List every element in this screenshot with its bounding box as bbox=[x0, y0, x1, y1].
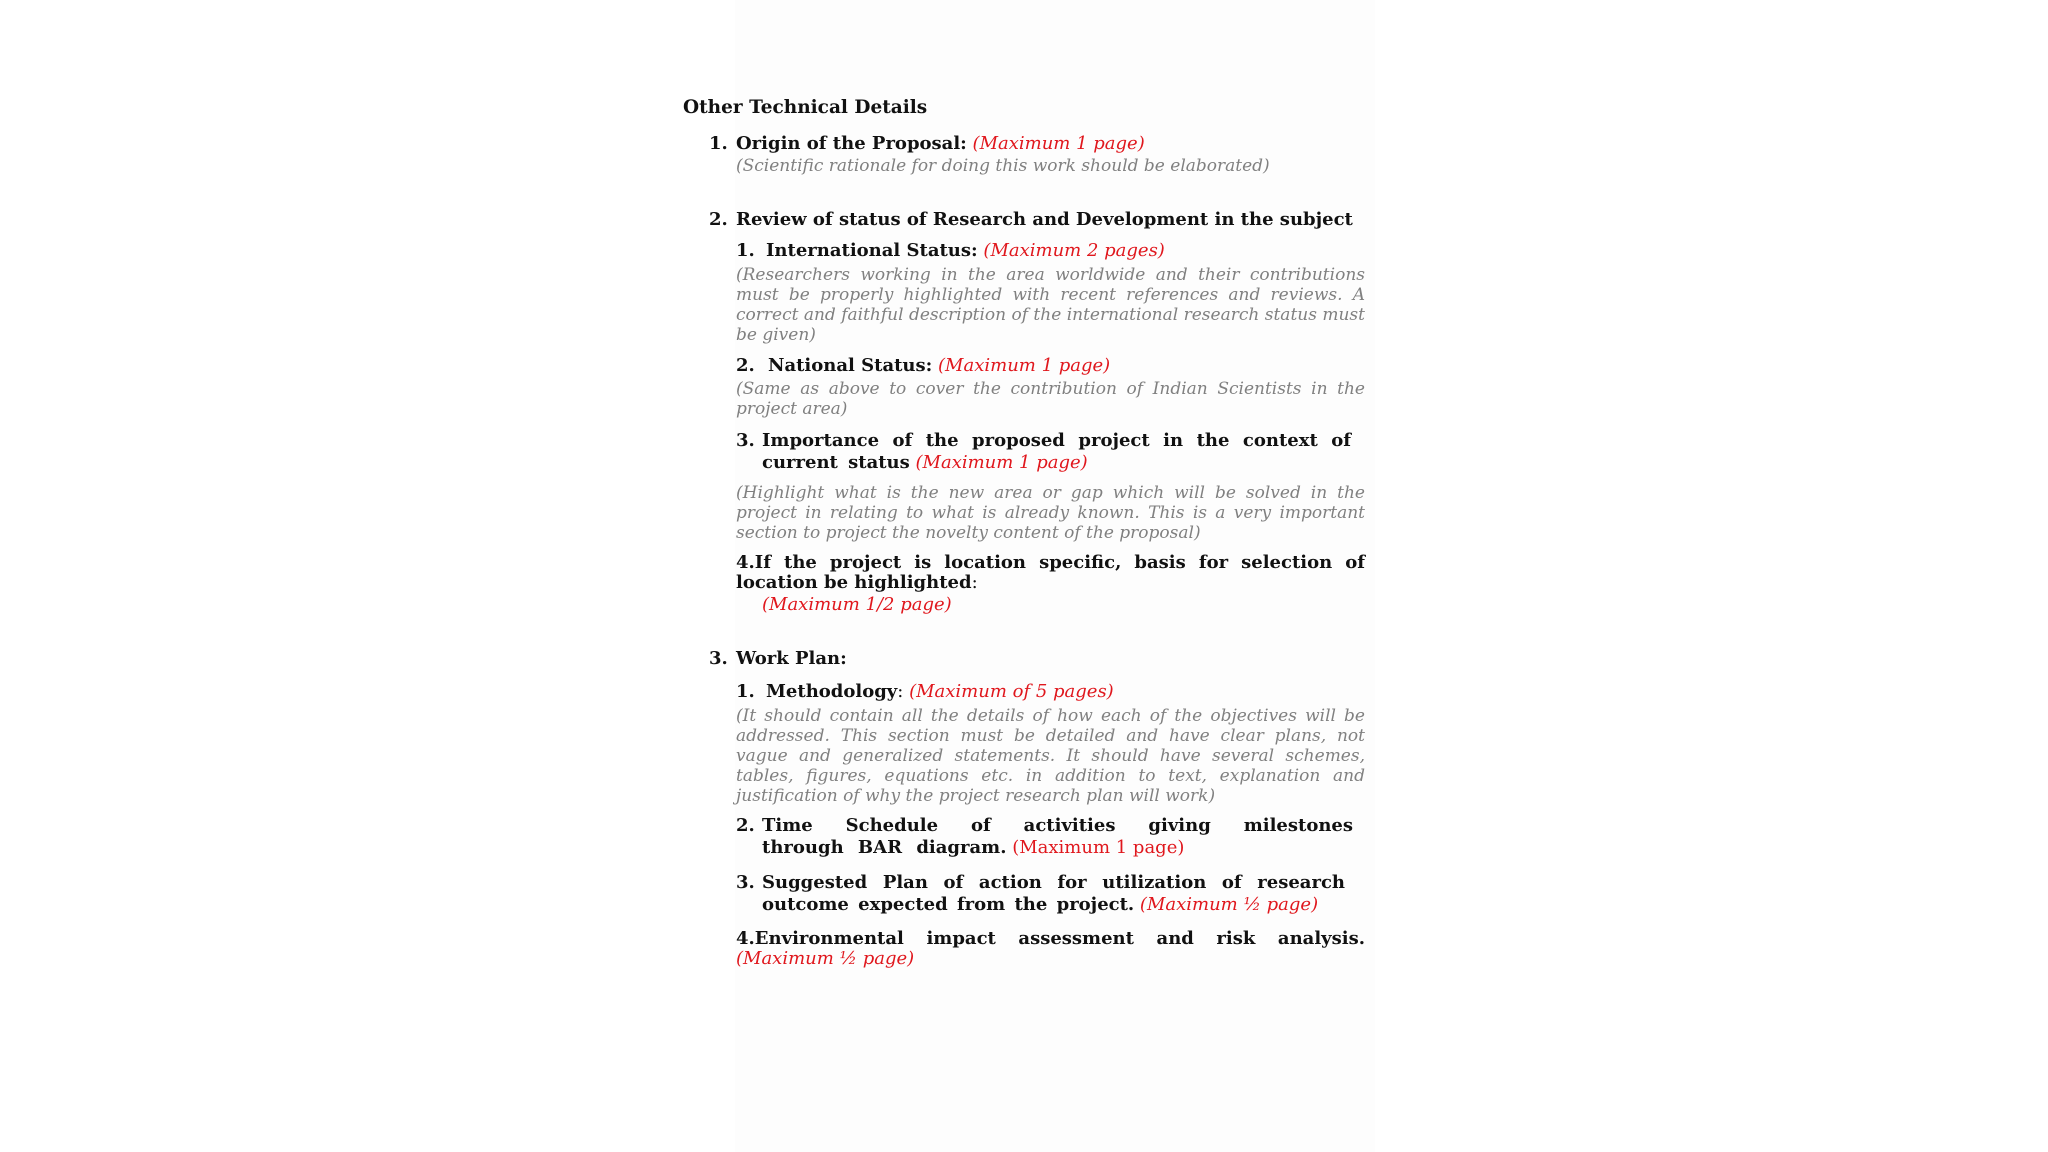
section-number: 2. bbox=[709, 209, 728, 230]
subsection-number: 3. bbox=[736, 430, 755, 451]
subsection-importance bbox=[736, 430, 1365, 474]
subsection-number: 4. bbox=[736, 552, 755, 573]
page-title: Other Technical Details bbox=[683, 97, 928, 118]
subsection-title: International Status: bbox=[766, 240, 978, 261]
page-limit: (Maximum ½ page) bbox=[736, 948, 915, 969]
subsection-title: Environmental impact assessment and risk analysis. bbox=[754, 928, 1365, 949]
section-title: Origin of the Proposal: bbox=[736, 133, 967, 154]
section-hint: (Scientific rationale for doing this work should be elaborated) bbox=[736, 156, 1270, 176]
section-review bbox=[683, 210, 1365, 615]
document-body bbox=[683, 98, 1365, 969]
subsection-number: 3. bbox=[736, 872, 755, 893]
subsection-time-schedule bbox=[736, 815, 1365, 859]
subsection-hint: (Researchers working in the area worldwide and their contributions must be properly highlighted with recent references and reviews. A correct and faithful description of the international research status must be given) bbox=[736, 265, 1365, 345]
subsection-number: 1. bbox=[736, 240, 755, 261]
page-limit: (Maximum 1 page) bbox=[938, 355, 1111, 376]
section-work-plan bbox=[683, 649, 1365, 969]
page-limit: (Maximum 2 pages) bbox=[983, 240, 1165, 261]
section-number: 1. bbox=[709, 133, 728, 154]
section-number: 3. bbox=[709, 648, 728, 669]
subsection-plan-of-action bbox=[736, 872, 1365, 916]
page-limit: (Maximum 1/2 page) bbox=[762, 594, 952, 615]
subsection-title: Methodology bbox=[766, 681, 898, 702]
section-origin bbox=[683, 134, 1365, 176]
subsection-colon: : bbox=[897, 681, 904, 702]
subsection-location bbox=[736, 553, 1365, 593]
subsection-hint: (It should contain all the details of how each of the objectives will be addressed. This section must be detailed and have clear plans, not vague and generalized statements. It should have several schemes, tables, figures, equations etc. in addition to text, explanation and justification of why the project research plan will work) bbox=[736, 706, 1365, 806]
subsection-hint: (Same as above to cover the contribution of Indian Scientists in the project area) bbox=[736, 379, 1365, 419]
subsection-international bbox=[736, 241, 1365, 261]
subsection-methodology bbox=[736, 682, 1365, 702]
subsection-title: Time Schedule of activities giving milestones through BAR diagram. bbox=[762, 815, 1353, 858]
page-limit: (Maximum 1 page) bbox=[972, 133, 1145, 154]
subsection-hint: (Highlight what is the new area or gap which will be solved in the project in relating to what is already known. This is a very important section to project the novelty content of the proposal) bbox=[736, 483, 1365, 543]
subsection-number: 1. bbox=[736, 681, 755, 702]
subsection-number: 2. bbox=[736, 355, 755, 376]
subsection-national bbox=[736, 356, 1365, 376]
subsection-environmental bbox=[736, 929, 1365, 969]
page-limit: (Maximum of 5 pages) bbox=[909, 681, 1114, 702]
subsection-colon: : bbox=[971, 572, 978, 593]
subsection-title: If the project is location specific, basis for selection of location be highlighted bbox=[736, 552, 1365, 593]
subsection-title: National Status: bbox=[768, 355, 933, 376]
page-limit: (Maximum 1 page) bbox=[915, 452, 1088, 473]
page-limit: (Maximum ½ page) bbox=[1139, 894, 1319, 915]
subsection-title: Suggested Plan of action for utilization of research outcome expected from the project. bbox=[762, 872, 1345, 915]
page-limit: (Maximum 1 page) bbox=[1012, 837, 1185, 858]
subsection-number: 2. bbox=[736, 815, 755, 836]
section-title: Review of status of Research and Development in the subject bbox=[736, 209, 1353, 230]
subsection-title: Importance of the proposed project in the context of current status bbox=[762, 430, 1351, 473]
section-title: Work Plan: bbox=[736, 648, 847, 669]
subsection-number: 4. bbox=[736, 928, 755, 949]
